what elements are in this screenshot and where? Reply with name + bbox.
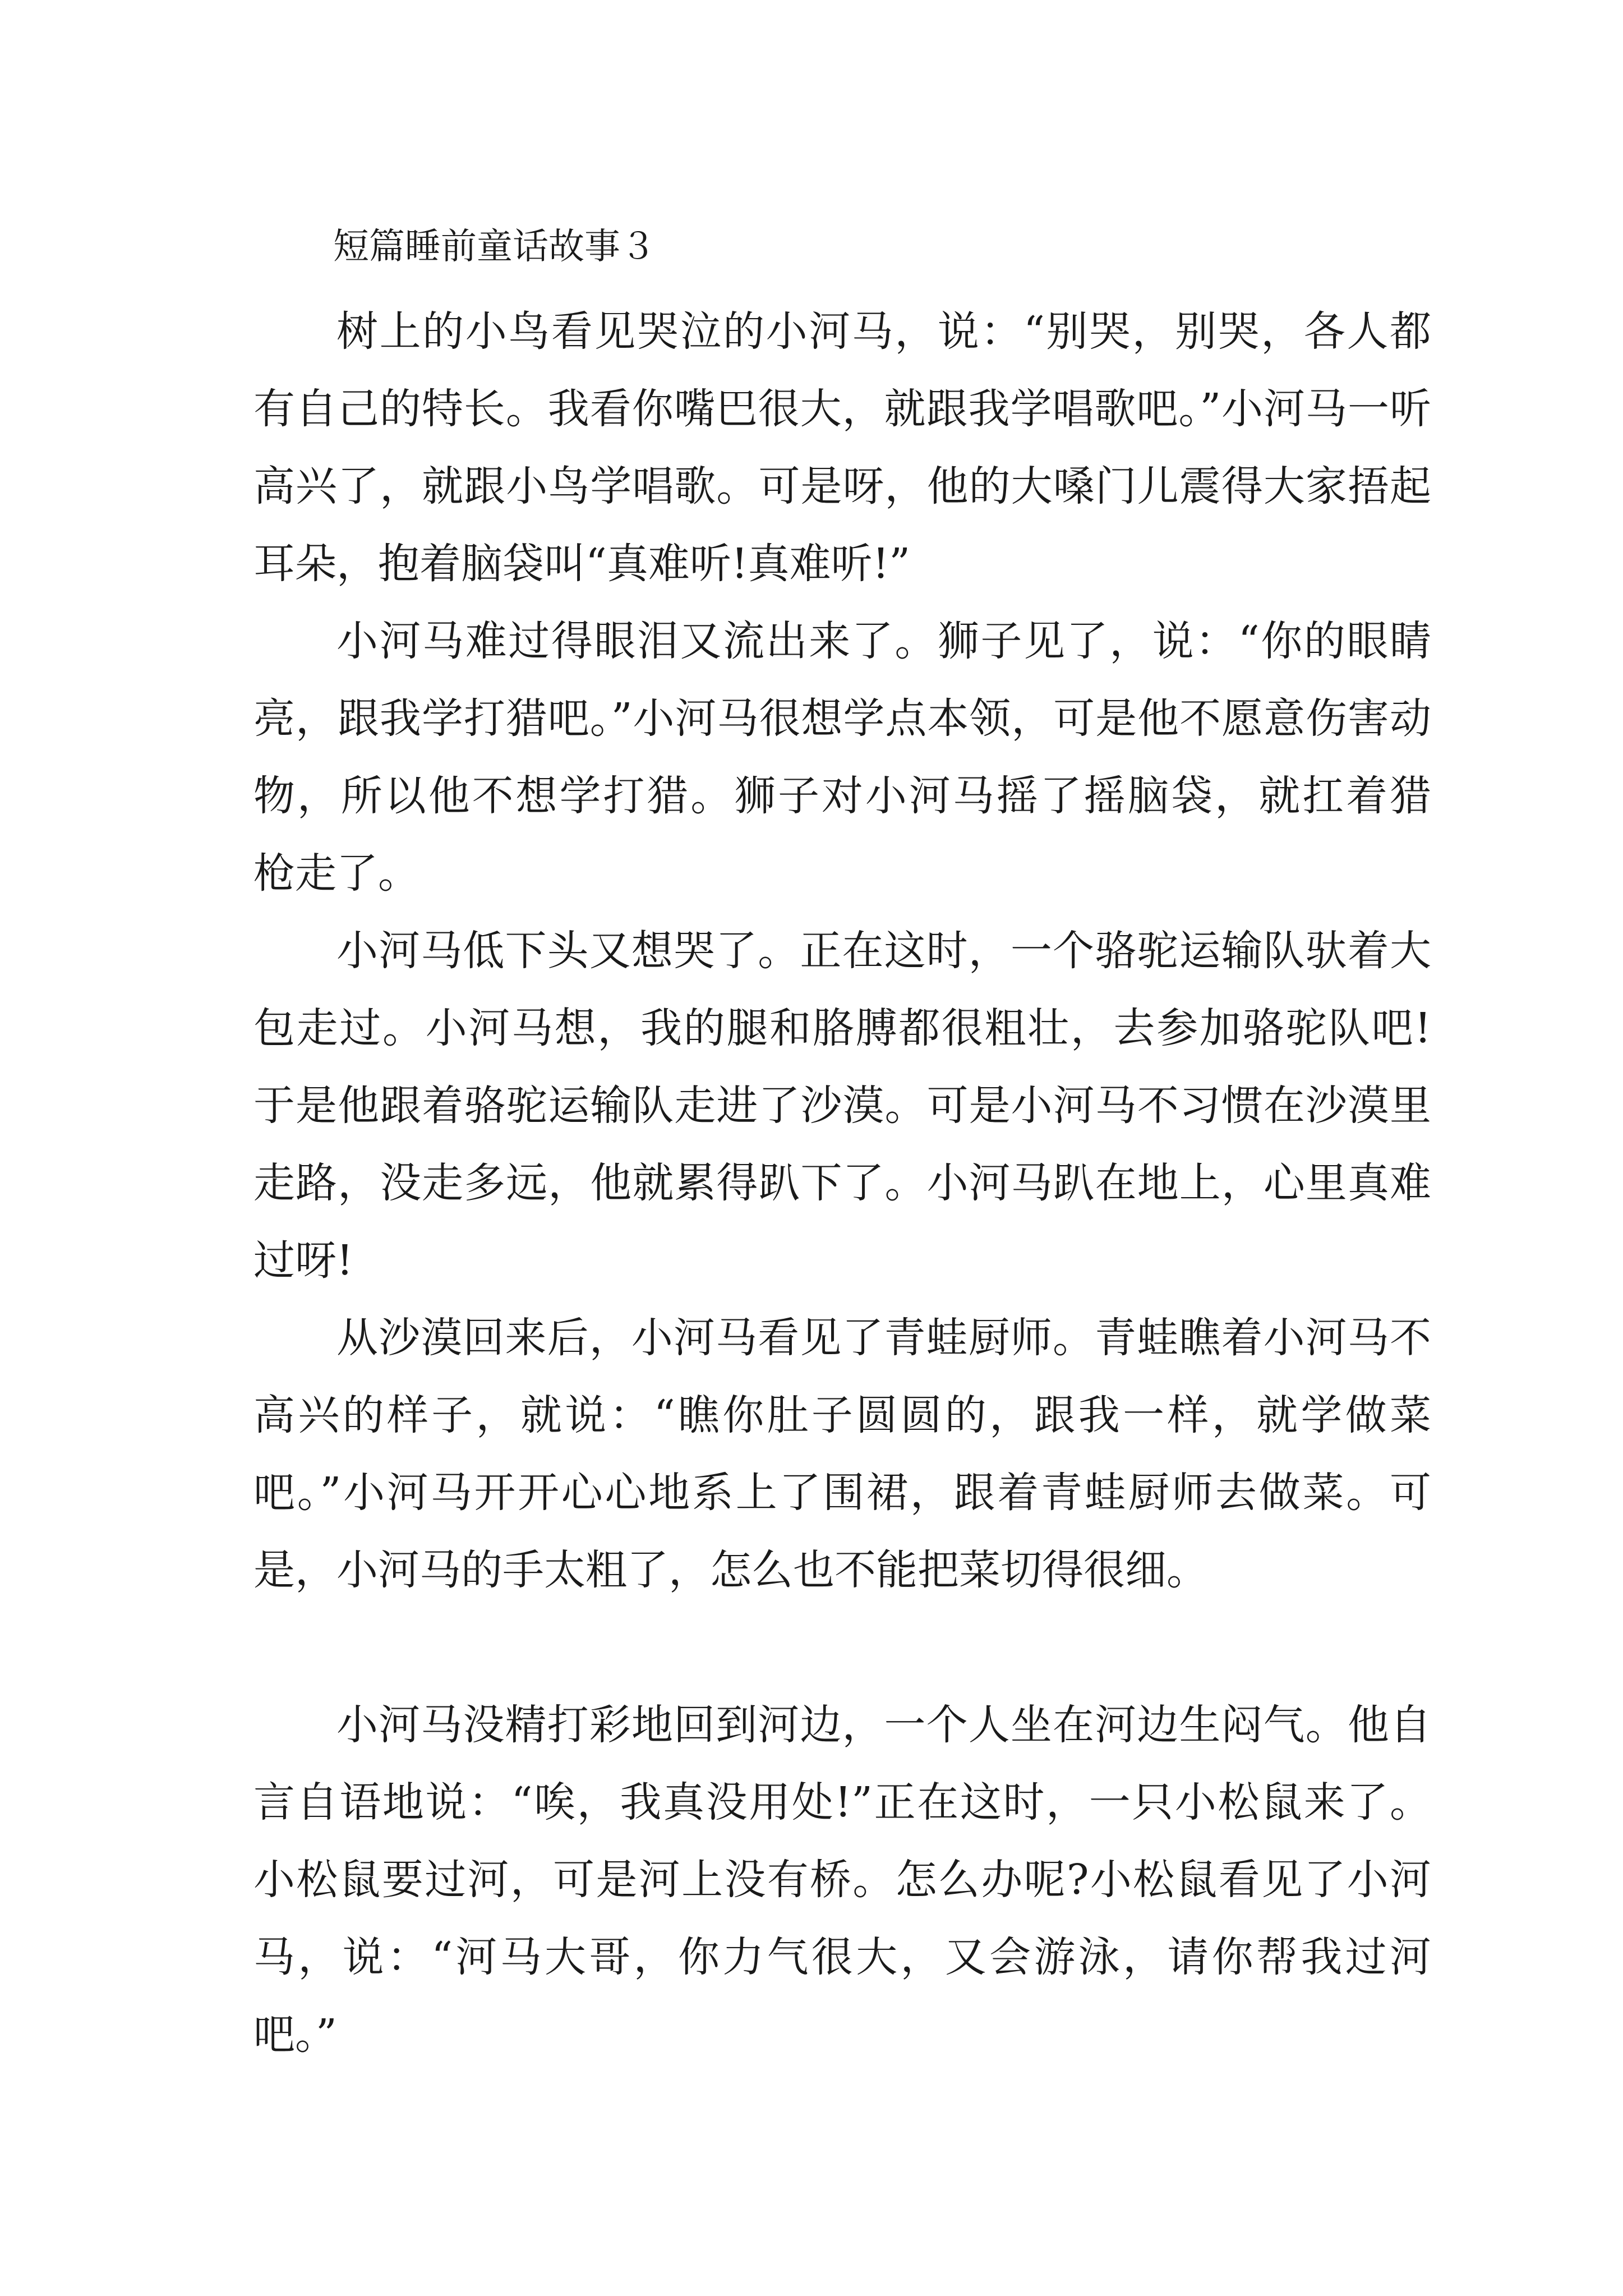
story-paragraph-5: 小河马没精打彩地回到河边，一个人坐在河边生闷气。他自言自语地说：“唉，我真没用处!”正在这时，一只小松鼠来了。小松鼠要过河，可是河上没有桥。怎么办呢?小松鼠看见了小河马，说：“河马大哥，你力气很大，又会游泳，请你帮我过河吧。” bbox=[253, 1701, 1431, 2059]
story-paragraph-1: 树上的小鸟看见哭泣的小河马，说：“别哭，别哭，各人都有自己的特长。我看你嘴巴很大，就跟我学唱歌吧。”小河马一听高兴了，就跟小鸟学唱歌。可是呀，他的大嗓门儿震得大家捂起耳朵，抱着脑袋叫“真难听!真难听!” bbox=[253, 307, 1431, 588]
story-paragraph-2: 小河马难过得眼泪又流出来了。狮子见了，说：“你的眼睛亮，跟我学打猎吧。”小河马很想学点本领，可是他不愿意伤害动物，所以他不想学打猎。狮子对小河马摇了摇脑袋，就扛着猎 枪走了。 bbox=[253, 617, 1473, 898]
story-paragraph-4: 从沙漠回来后，小河马看见了青蛙厨师。青蛙瞧着小河马不高兴的样子，就说：“瞧你肚子圆圆的，跟我一样，就学做菜吧。”小河马开开心心地系上了围裙，跟着青蛙厨师去做菜。可是，小河马的手太粗了，怎么也不能把菜切得很细。 bbox=[253, 1314, 1431, 1594]
document-title: 短篇睡前童话故事３ bbox=[333, 226, 656, 268]
story-paragraph-3: 小河马低下头又想哭了。正在这时，一个骆驼运输队驮着大包走过。小河马想，我的腿和胳膊都很粗壮，去参加骆驼队吧!于是他跟着骆驼运输队走进了沙漠。可是小河马不习惯在沙漠里走路，没走多远，他就累得趴下了。小河马趴在地上，心里真难过呀! bbox=[253, 927, 1431, 1285]
